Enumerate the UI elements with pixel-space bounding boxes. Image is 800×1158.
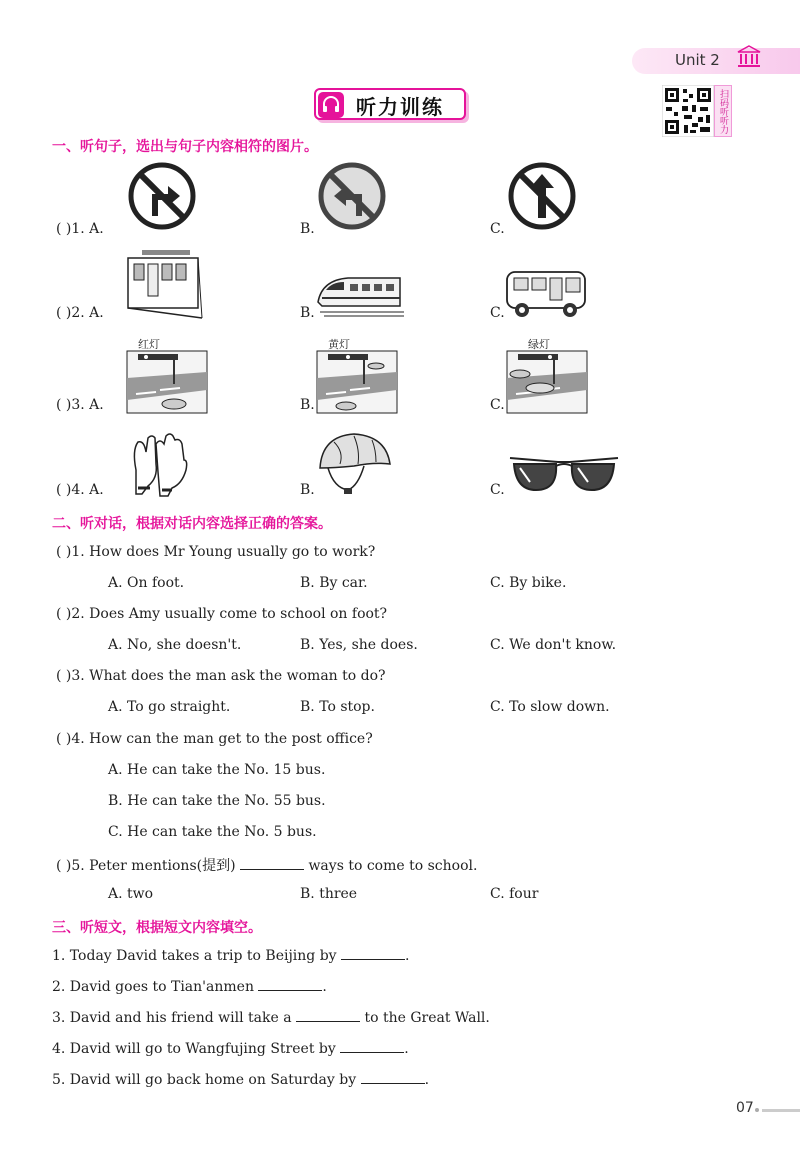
- answer-blank[interactable]: [361, 1072, 425, 1084]
- p2-q5-option-c: C. four: [490, 886, 539, 902]
- p2-q4-option-a: A. He can take the No. 15 bus.: [108, 762, 326, 778]
- yellow-light-label: 黄灯: [328, 338, 350, 351]
- p1-q1-b: B.: [300, 221, 315, 237]
- p3-item-1-text: 1. Today David takes a trip to Beijing by: [52, 948, 342, 964]
- p1-q3-b: B.: [300, 397, 315, 413]
- p2-q2-question: ( )2. Does Amy usually come to school on foot?: [56, 606, 388, 622]
- p3-item-4-text: 4. David will go to Wangfujing Street by: [52, 1041, 341, 1057]
- p3-item-2-text: 2. David goes to Tian'anmen: [52, 979, 259, 995]
- p2-q5-option-a: A. two: [108, 886, 154, 902]
- p2-q3-option-c: C. To slow down.: [490, 699, 610, 715]
- p3-item-5: [52, 1072, 429, 1088]
- p2-q1-question: ( )1. How does Mr Young usually go to work?: [56, 544, 376, 560]
- p3-item-3: [52, 1010, 490, 1026]
- p3-item-4-end: .: [404, 1041, 409, 1057]
- p2-q1-option-c: C. By bike.: [490, 575, 567, 591]
- qr-caption: 扫码听听力: [714, 85, 732, 137]
- qr-code-icon[interactable]: [662, 85, 714, 137]
- p2-q4-option-c: C. He can take the No. 5 bus.: [108, 824, 317, 840]
- p3-item-1: [52, 948, 409, 964]
- p2-q2-option-a: A. No, she doesn't.: [108, 637, 242, 653]
- page-dot: [755, 1108, 759, 1112]
- p1-q4-c: C.: [490, 482, 505, 498]
- answer-blank[interactable]: [341, 948, 405, 960]
- no-left-turn-sign-icon: [318, 162, 386, 230]
- section-header-title: 听力训练: [356, 95, 444, 119]
- p3-item-5-end: .: [424, 1072, 430, 1088]
- p1-q1-c: C.: [490, 221, 505, 237]
- part2-title: 二、听对话，根据对话内容选择正确的答案。: [52, 516, 332, 532]
- answer-blank[interactable]: [296, 1010, 360, 1022]
- page-line: [762, 1109, 800, 1112]
- p3-item-3-text: 3. David and his friend will take a: [52, 1010, 297, 1026]
- p1-q2-label: ( )2. A.: [56, 305, 104, 321]
- p1-q1-label: ( )1. A.: [56, 221, 104, 237]
- p2-q4-option-b: B. He can take the No. 55 bus.: [108, 793, 326, 809]
- p1-q4-b: B.: [300, 482, 315, 498]
- p1-q2-c: C.: [490, 305, 505, 321]
- gloves-icon: [128, 430, 192, 500]
- p3-item-5-text: 5. David will go back home on Saturday by: [52, 1072, 361, 1088]
- p1-q4-label: ( )4. A.: [56, 482, 104, 498]
- p2-q1-option-b: B. By car.: [300, 575, 368, 591]
- high-speed-train-icon: [314, 270, 406, 320]
- green-light-label: 绿灯: [528, 338, 550, 351]
- p2-q3-option-a: A. To go straight.: [108, 699, 231, 715]
- building-icon: [736, 44, 762, 70]
- part1-title: 一、听句子，选出与句子内容相符的图片。: [52, 139, 318, 155]
- p1-q3-c: C.: [490, 397, 505, 413]
- p3-item-4: [52, 1041, 409, 1057]
- p1-q2-b: B.: [300, 305, 315, 321]
- unit-label: Unit 2: [675, 51, 720, 69]
- p2-q2-option-b: B. Yes, she does.: [300, 637, 418, 653]
- sunglasses-icon: [508, 454, 620, 496]
- p2-q5-option-b: B. three: [300, 886, 358, 902]
- subway-icon: [124, 248, 204, 320]
- red-light-intersection-icon: [126, 350, 208, 414]
- page-number: 07: [736, 1100, 754, 1116]
- p1-q3-label: ( )3. A.: [56, 397, 104, 413]
- answer-blank[interactable]: [258, 979, 322, 991]
- p2-q3-question: ( )3. What does the man ask the woman to do?: [56, 668, 386, 684]
- answer-blank[interactable]: [240, 858, 304, 870]
- part3-title: 三、听短文，根据短文内容填空。: [52, 920, 262, 936]
- answer-blank[interactable]: [340, 1041, 404, 1053]
- p3-item-3-end: to the Great Wall.: [360, 1010, 490, 1026]
- p2-q1-option-a: A. On foot.: [108, 575, 185, 591]
- yellow-light-intersection-icon: [316, 350, 398, 414]
- p2-q2-option-c: C. We don't know.: [490, 637, 617, 653]
- green-light-intersection-icon: [506, 350, 588, 414]
- red-light-label: 红灯: [138, 338, 160, 351]
- bus-icon: [504, 268, 590, 322]
- p3-item-1-end: .: [405, 948, 410, 964]
- bike-helmet-icon: [314, 430, 394, 496]
- p2-q5-prefix: ( )5. Peter mentions(提到): [56, 858, 240, 874]
- p2-q5-suffix: ways to come to school.: [304, 858, 478, 874]
- no-straight-sign-icon: [508, 162, 576, 230]
- headphones-icon: [318, 92, 344, 118]
- p2-q3-option-b: B. To stop.: [300, 699, 375, 715]
- p2-q4-question: ( )4. How can the man get to the post office?: [56, 731, 373, 747]
- p3-item-2: [52, 979, 327, 995]
- no-right-turn-sign-icon: [128, 162, 196, 230]
- p2-q5-question: [56, 855, 477, 875]
- p3-item-2-end: .: [322, 979, 327, 995]
